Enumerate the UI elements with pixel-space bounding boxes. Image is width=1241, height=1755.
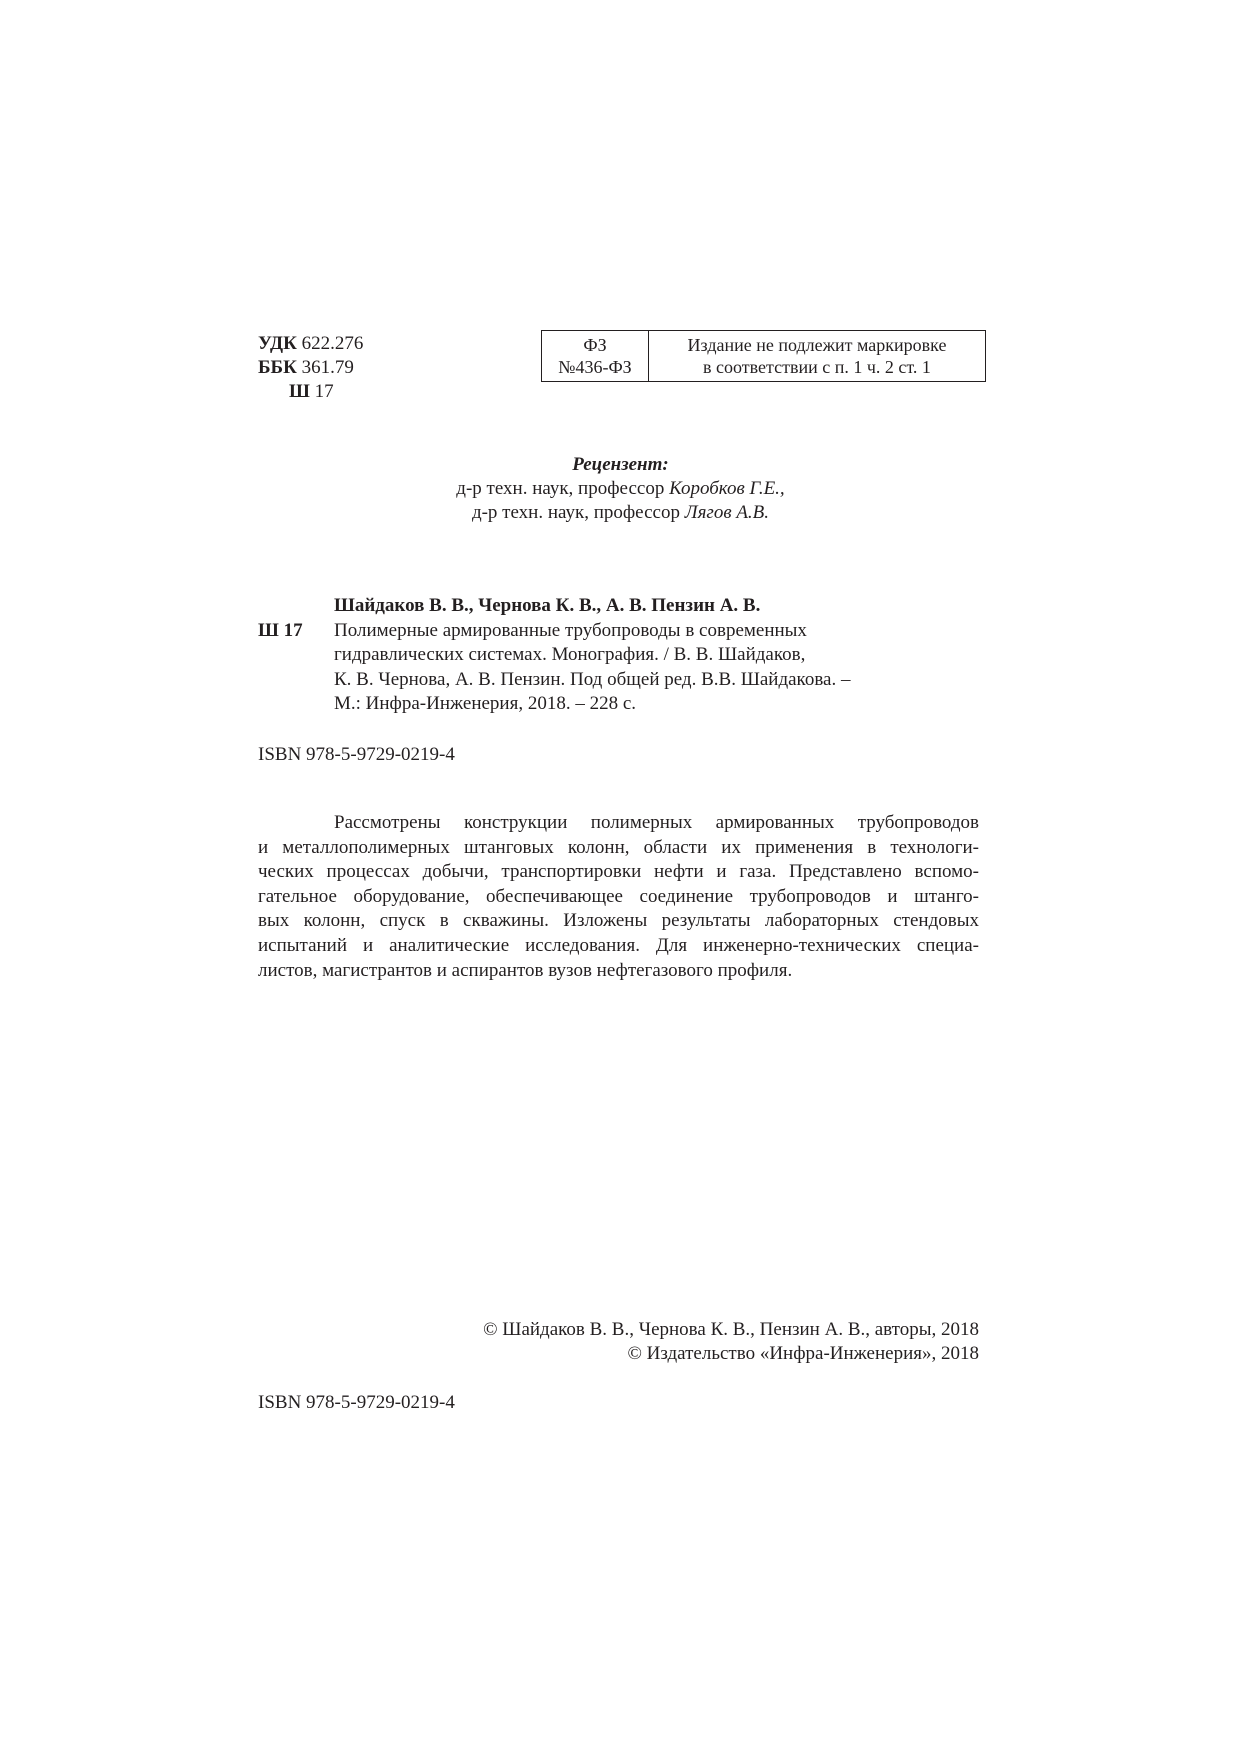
- note-cell: [649, 331, 985, 381]
- copyright-authors: © Шайдаков В. В., Чернова К. В., Пензин А. В., авторы, 2018: [483, 1319, 979, 1340]
- abstract-line-2: и металлополимерных штанговых колонн, области их применения в технологи-: [258, 836, 979, 858]
- bib-line-2: гидравлических системах. Монография. / В. В. Шайдаков,: [334, 644, 806, 665]
- reviewer-1: [0, 477, 1241, 501]
- author-mark-value: 17: [314, 381, 334, 402]
- law-cell: [542, 331, 649, 381]
- note-line-2: в соответствии с п. 1 ч. 2 ст. 1: [703, 357, 931, 377]
- abstract-line-4: гательное оборудование, обеспечивающее соединение трубопроводов и штанго-: [258, 885, 979, 907]
- bbk-value: 361.79: [301, 357, 354, 378]
- abstract-line-3: ческих процессах добычи, транспортировки нефти и газа. Представлено вспомо-: [258, 861, 979, 883]
- abstract-line-1: Рассмотрены конструкции полимерных армированных трубопроводов: [334, 812, 979, 833]
- bib-authors: Шайдаков В. В., Чернова К. В., А. В. Пензин А. В.: [334, 595, 761, 616]
- author-mark-label: Ш: [289, 381, 310, 402]
- abstract-line-5: вых колонн, спуск в скважины. Изложены результаты лабораторных стендовых: [258, 910, 979, 932]
- bib-line-1: Полимерные армированные трубопроводы в современных: [334, 620, 807, 641]
- bbk-label: ББК: [258, 357, 297, 378]
- bib-mark: Ш 17: [258, 620, 303, 641]
- reviewer-heading: Рецензент:: [572, 454, 669, 475]
- abstract: [258, 811, 979, 983]
- reviewer-2-name: Лягов А.В.: [684, 502, 770, 523]
- udk-row: [258, 332, 363, 356]
- abstract-line-6: испытаний и аналитические исследования. Для инженерно-технических специа-: [258, 934, 979, 956]
- udk-label: УДК: [258, 333, 297, 354]
- law-box: [541, 330, 986, 382]
- note-line-1: Издание не подлежит маркировке: [687, 335, 947, 355]
- copyright-publisher: © Издательство «Инфра-Инженерия», 2018: [627, 1343, 979, 1364]
- bbk-row: [258, 356, 363, 380]
- bib-isbn: ISBN 978-5-9729-0219-4: [258, 744, 455, 765]
- reviewer-1-title: д-р техн. наук, профессор: [456, 478, 665, 499]
- author-mark-row: [258, 380, 363, 404]
- footer-isbn: ISBN 978-5-9729-0219-4: [258, 1392, 455, 1413]
- reviewer-2: [0, 501, 1241, 525]
- bib-line-4: М.: Инфра-Инженерия, 2018. – 228 с.: [334, 693, 637, 714]
- udk-value: 622.276: [301, 333, 364, 354]
- reviewer-1-name: Коробков Г.Е.,: [669, 478, 785, 499]
- classification-block: [258, 332, 363, 404]
- reviewer-2-title: д-р техн. наук, профессор: [471, 502, 680, 523]
- abstract-line-7: листов, магистрантов и аспирантов вузов нефтегазового профиля.: [258, 959, 793, 981]
- bib-line-3: К. В. Чернова, А. В. Пензин. Под общей ред. В.В. Шайдакова. –: [334, 669, 851, 690]
- law-line-2: №436-ФЗ: [558, 357, 632, 377]
- law-line-1: ФЗ: [583, 335, 607, 355]
